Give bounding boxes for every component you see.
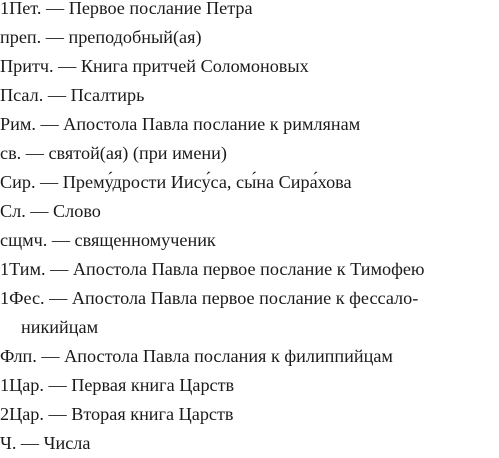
abbreviation-1tsar: 1Цар. — Первая книга Царств <box>0 375 235 395</box>
abbreviation-rim: Рим. — Апостола Павла послание к римлянам <box>0 114 361 134</box>
abbreviation-1fes: 1Фес. — Апостола Павла первое послание к фессало- <box>0 288 419 308</box>
abbreviation-sl: Сл. — Слово <box>0 201 101 221</box>
abbreviation-sir: Сир. — Прему́дрости Иису́са, сы́на Сира́хова <box>0 172 352 192</box>
abbreviation-2tsar: 2Цар. — Вторая книга Царств <box>0 404 234 424</box>
abbreviation-psal: Псал. — Псалтирь <box>0 85 145 105</box>
abbreviation-1fes-continuation: никийцам <box>21 317 99 337</box>
abbreviation-prep: преп. — преподобный(ая) <box>0 27 202 47</box>
abbreviation-flp: Флп. — Апостола Павла послания к филиппийцам <box>0 346 393 366</box>
abbreviation-pritch: Притч. — Книга притчей Соломоновых <box>0 56 309 76</box>
abbreviation-1tim: 1Тим. — Апостола Павла первое послание к Тимофею <box>0 259 425 279</box>
abbreviation-sv: св. — святой(ая) (при имени) <box>0 143 227 163</box>
abbreviation-sschmch: сщмч. — священномученик <box>0 230 216 250</box>
abbreviation-ch: Ч. — Числа <box>0 433 91 453</box>
abbreviation-1pet: 1Пет. — Первое послание Петра <box>0 0 253 18</box>
